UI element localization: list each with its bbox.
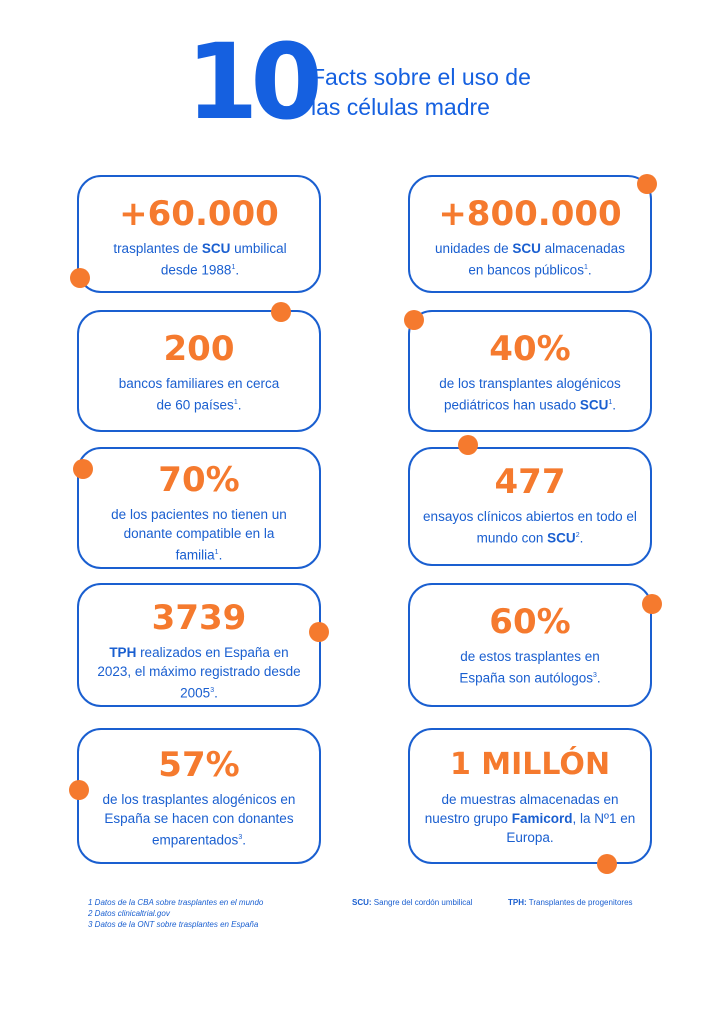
legend-tph: TPH: Transplantes de progenitores — [508, 898, 633, 907]
orange-dot-decoration — [271, 302, 291, 322]
header — [0, 0, 724, 150]
orange-dot-decoration — [70, 268, 90, 288]
fact-card-4 — [408, 310, 652, 432]
legend-scu: SCU: Sangre del cordón umbilical — [352, 898, 473, 907]
header-number: 10 — [186, 21, 315, 143]
fact-card-9 — [77, 728, 321, 864]
fact-description: de los pacientes no tienen un donante compatible en la familia$^1$. — [111, 507, 287, 563]
fact-card-5 — [77, 447, 321, 569]
header-title — [311, 62, 531, 122]
fact-description: de muestras almacenadas en nuestro grupo Famicord, la Nº1 en Europa. — [424, 792, 636, 845]
footnote-1: 1 Datos de la CBA sobre trasplantes en el mundo — [88, 898, 264, 907]
fact-value: 3739 — [151, 598, 247, 638]
fact-description: bancos familiares en cerca de 60 países$^1$. — [118, 376, 280, 413]
fact-card-6 — [408, 447, 652, 566]
fact-value: 1 MILLÓN — [449, 747, 611, 782]
fact-card-2 — [408, 175, 652, 293]
orange-dot-decoration — [404, 310, 424, 330]
fact-value: 200 — [163, 329, 235, 369]
orange-dot-decoration — [69, 780, 89, 800]
fact-description: ensayos clínicos abiertos en todo el mundo con SCU$^2$. — [423, 509, 637, 546]
header-title-line1: Facts sobre el uso de — [311, 64, 531, 90]
fact-card-8 — [408, 583, 652, 707]
footnotes — [88, 897, 263, 930]
fact-card-1 — [77, 175, 321, 293]
fact-value: +800.000 — [438, 194, 622, 234]
orange-dot-decoration — [309, 622, 329, 642]
orange-dot-decoration — [637, 174, 657, 194]
footnote-3: 3 Datos de la ONT sobre trasplantes en España — [88, 920, 259, 929]
header-title-line2: las células madre — [311, 94, 490, 120]
footnote-2: 2 Datos clinicaltrial.gov — [88, 909, 170, 918]
fact-value: 70% — [158, 460, 240, 500]
fact-card-7 — [77, 583, 321, 707]
orange-dot-decoration — [458, 435, 478, 455]
fact-value: +60.000 — [119, 194, 279, 234]
fact-description: trasplantes de SCU umbilical desde 1988$^1$. — [113, 241, 287, 278]
fact-value: 477 — [494, 462, 566, 502]
fact-value: 60% — [489, 602, 571, 642]
orange-dot-decoration — [73, 459, 93, 479]
orange-dot-decoration — [597, 854, 617, 874]
fact-value: 40% — [489, 329, 571, 369]
fact-card-10 — [408, 728, 652, 864]
fact-description: unidades de SCU almacenadas en bancos públicos$^1$. — [435, 241, 625, 278]
fact-value: 57% — [158, 745, 240, 785]
fact-card-3 — [77, 310, 321, 432]
fact-description: de los transplantes alogénicos pediátricos han usado SCU$^1$. — [439, 376, 621, 413]
fact-description: de estos trasplantes en España son autólogos$^3$. — [459, 649, 601, 686]
fact-description: de los trasplantes alogénicos en España se hacen con donantes emparentados$^3$. — [102, 792, 296, 848]
fact-description: TPH realizados en España en 2023, el máximo registrado desde 2005$^3$. — [97, 645, 301, 701]
orange-dot-decoration — [642, 594, 662, 614]
